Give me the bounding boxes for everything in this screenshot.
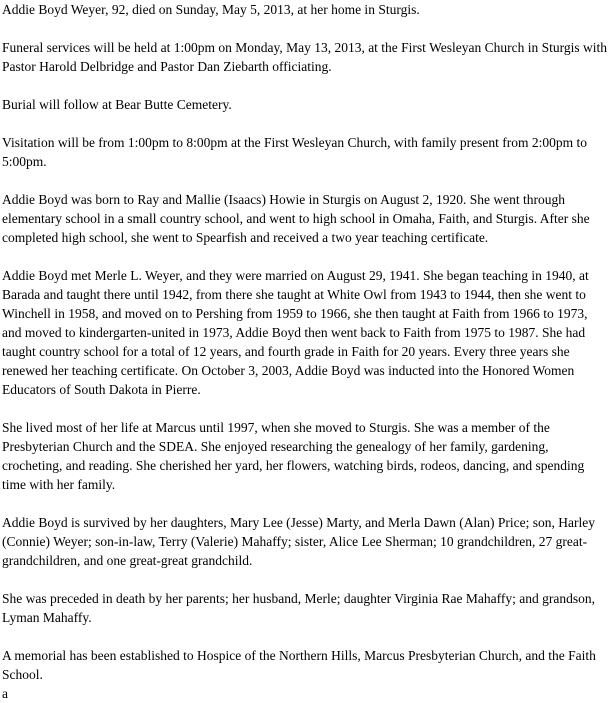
paragraph-death-notice: Addie Boyd Weyer, 92, died on Sunday, May 5, 2013, at her home in Sturgis. (2, 2, 420, 17)
paragraph-funeral-services: Funeral services will be held at 1:00pm on Monday, May 13, 2013, at the First Wesleyan Church in Sturgis with Pastor Harold Delbridge and Pastor Dan Ziebarth officiating. (2, 40, 607, 74)
paragraph-trailing-character: a (2, 686, 8, 701)
paragraph-early-life: Addie Boyd was born to Ray and Mallie (Isaacs) Howie in Sturgis on August 2, 1920. She went through elementary school in a small country school, and went to high school in Omaha, Faith, and Sturgis. After she completed high school, she went to Spearfish and received a two year teaching certificate. (2, 192, 590, 245)
paragraph-preceded-in-death: She was preceded in death by her parents; her husband, Merle; daughter Virginia Rae Mahaffy; and grandson, Lyman Mahaffy. (2, 591, 596, 625)
obituary-document (2, 0, 610, 703)
paragraph-memorial: A memorial has been established to Hospice of the Northern Hills, Marcus Presbyterian Church, and the Faith School. (2, 648, 596, 682)
paragraph-burial: Burial will follow at Bear Butte Cemetery. (2, 97, 232, 112)
paragraph-personal-life: She lived most of her life at Marcus until 1997, when she moved to Sturgis. She was a member of the Presbyterian Church and the SDEA. She enjoyed researching the genealogy of her family, gardening, crocheting, and reading. She cherished her yard, her flowers, watching birds, rodeos, dancing, and spending time with her family. (2, 420, 585, 492)
paragraph-marriage-career: Addie Boyd met Merle L. Weyer, and they were married on August 29, 1941. She began teaching in 1940, at Barada and taught there until 1942, from there she taught at White Owl from 1943 to 1944, then she went to Winchell in 1958, and moved on to Pershing from 1959 to 1966, she then taught at Faith from 1966 to 1973, and moved to kindergarten-united in 1973, Addie Boyd then went back to Faith from 1975 to 1987. She had taught country school for a total of 12 years, and fourth grade in Faith for 20 years. Every three years she renewed her teaching certificate. On October 3, 2003, Addie Boyd was inducted into the Honored Women Educators of South Dakota in Pierre. (2, 268, 589, 397)
paragraph-survivors: Addie Boyd is survived by her daughters, Mary Lee (Jesse) Marty, and Merla Dawn (Alan) Price; son, Harley (Connie) Weyer; son-in-law, Terry (Valerie) Mahaffy; sister, Alice Lee Sherman; 10 grandchildren, 27 great-grandchildren, and one great-great grandchild. (2, 515, 595, 568)
paragraph-visitation: Visitation will be from 1:00pm to 8:00pm at the First Wesleyan Church, with family present from 2:00pm to 5:00pm. (2, 135, 588, 169)
